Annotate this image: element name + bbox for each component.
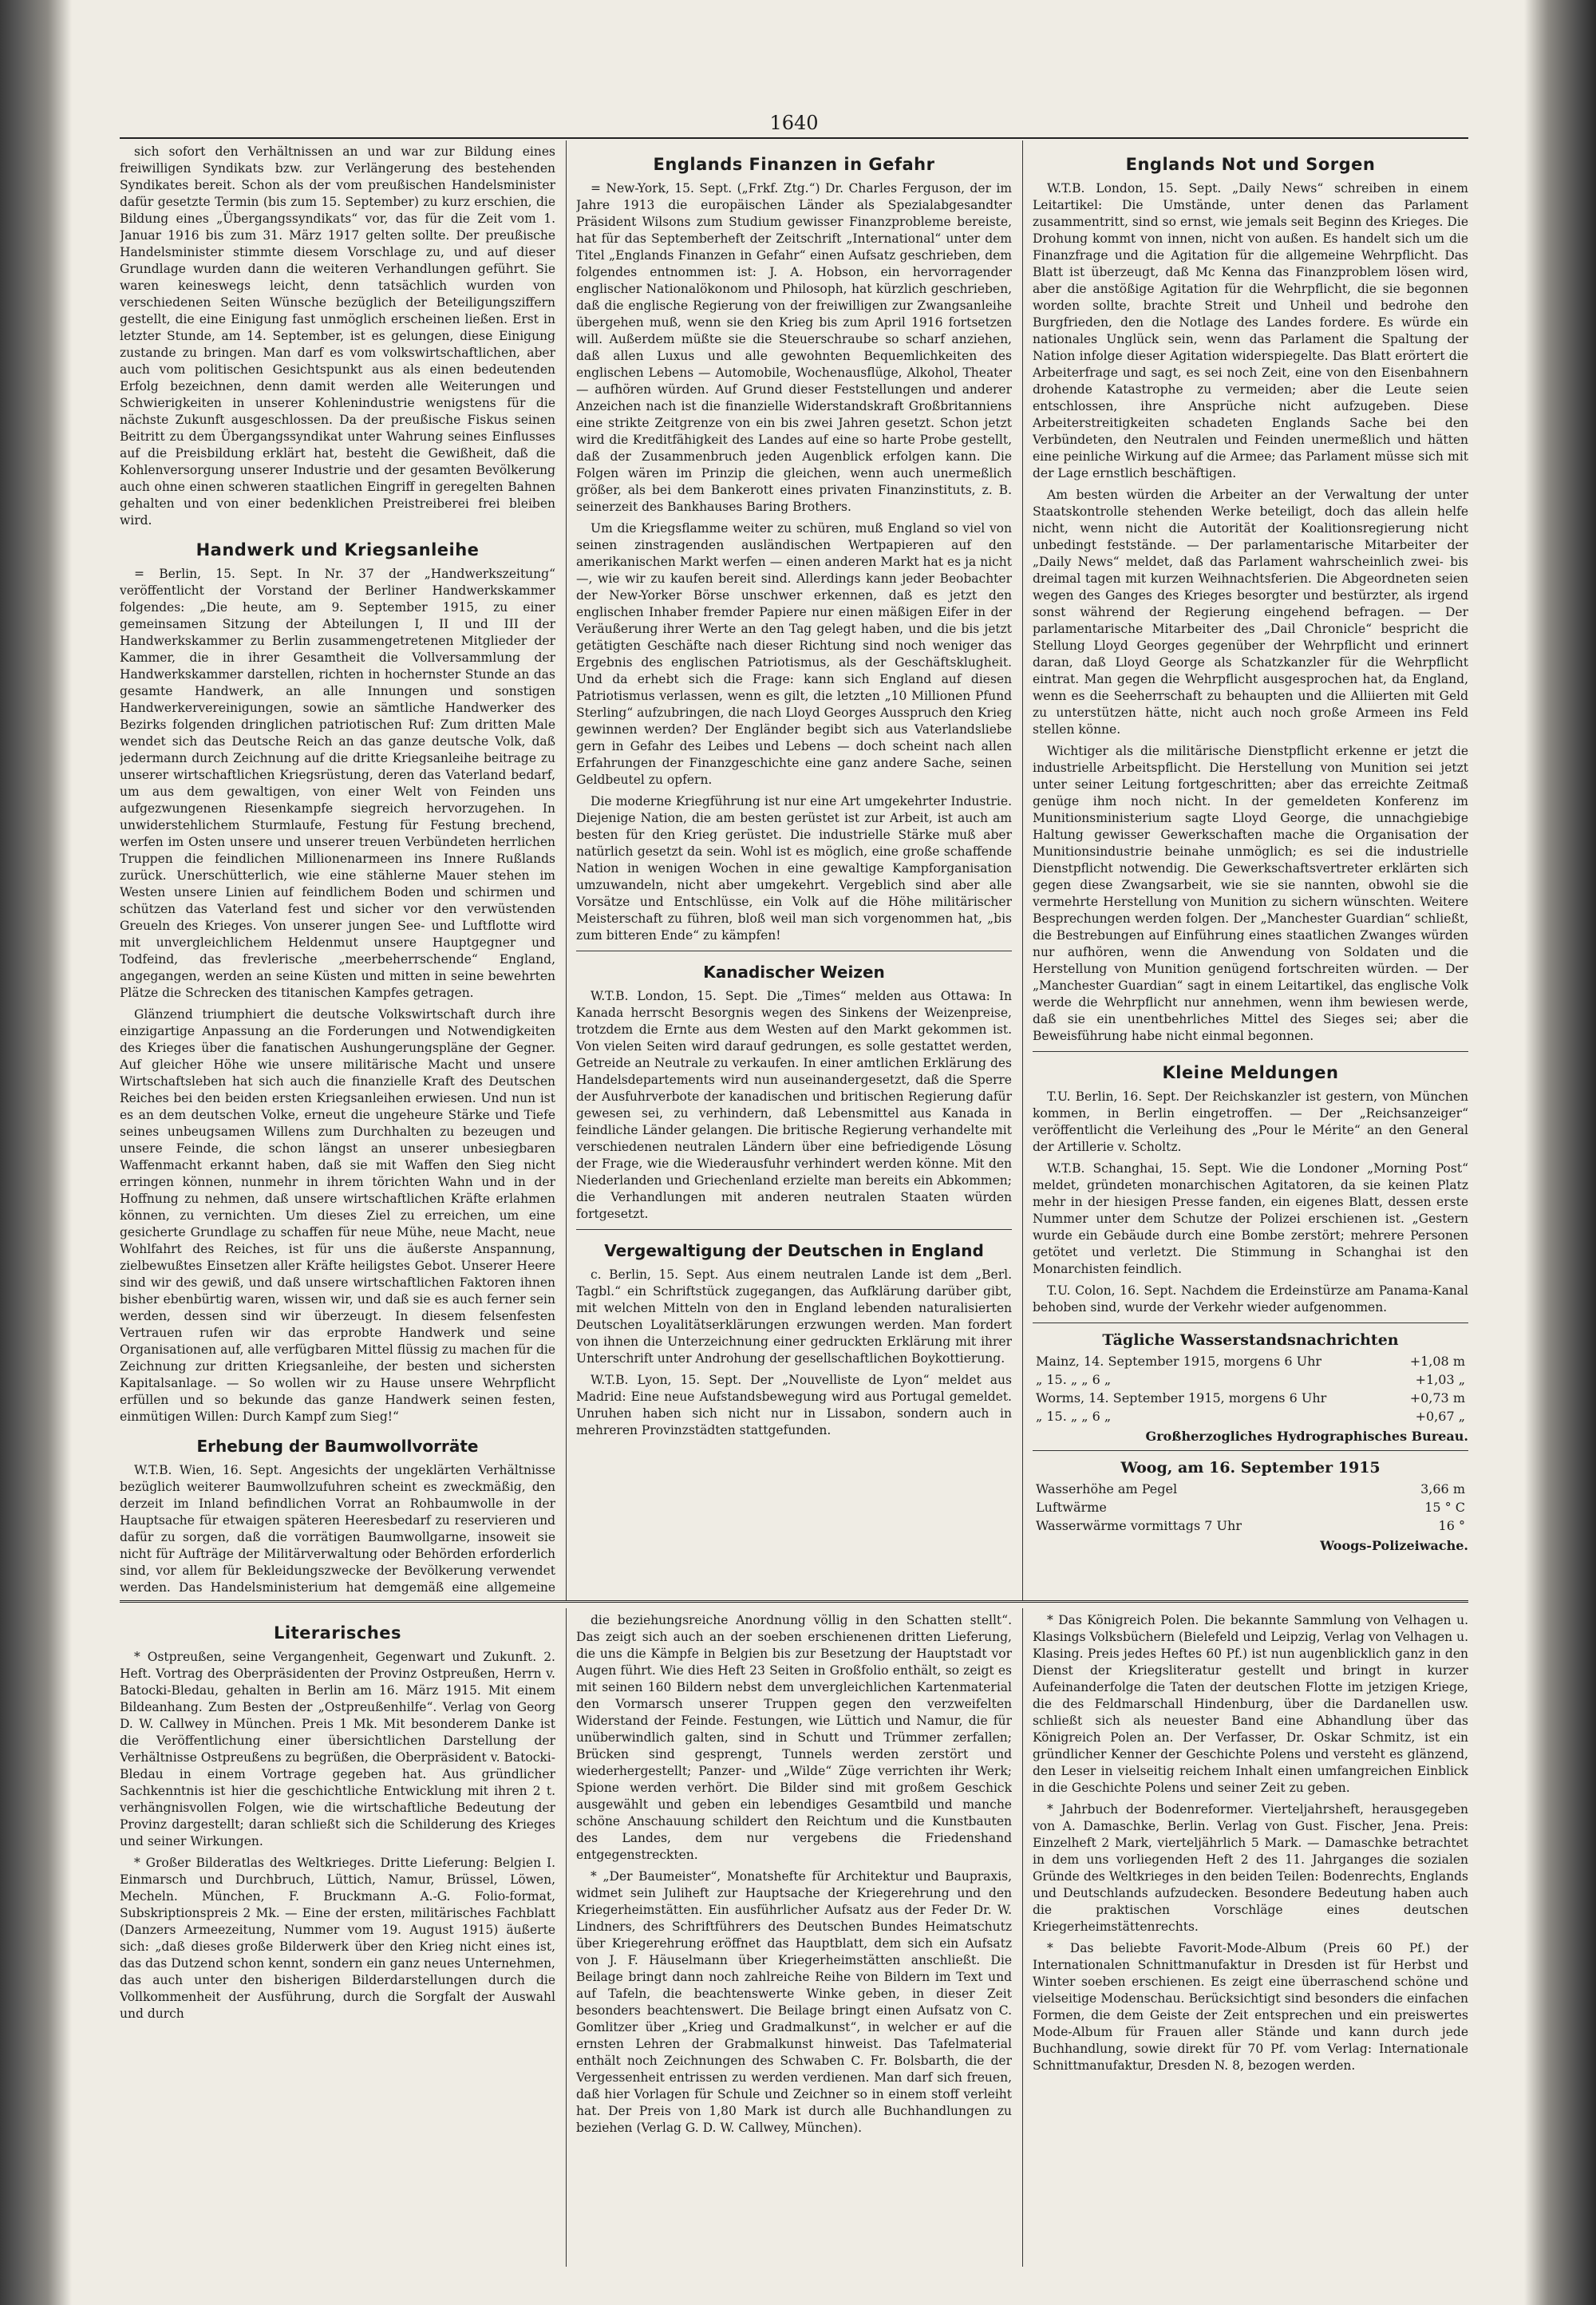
bottom-column-right bbox=[1033, 1612, 1468, 2267]
page-number: 1640 bbox=[769, 112, 819, 134]
article-text: Die moderne Kriegführung ist nur eine Art umgekehrter Industrie. Diejenige Nation, die am besten gerüstet ist zur Arbeit, ist auch am besten für den Krieg gerüstet. Die industrielle Stärke muß aber natürlich gesetzt da sein. Wohl ist es möglich, eine große schaffende Nation in wenigen Wochen in eine gewaltige Kampforganisation umzuwandeln, nicht aber umgekehrt. Vergeblich sind aber alle Vorsätze und Entschlüsse, ein Volk auf die Höhe militärischer Meisterschaft zu führen, bloß weil man sich vorgenommen hat, „bis zum bitteren Ende“ zu kämpfen! bbox=[576, 794, 1012, 943]
headline-finanzen: Englands Finanzen in Gefahr bbox=[653, 155, 935, 174]
header-rule bbox=[120, 137, 1468, 139]
article-text: W.T.B. Lyon, 15. Sept. Der „Nouvelliste de Lyon“ meldet aus Madrid: Eine neue Aufstandsbewegung wird aus Portugal gemeldet. Unruhen haben sich nicht nur in Lissabon, sondern auch in mehreren Provinzstädten stattgefunden. bbox=[576, 1373, 1012, 1437]
column-divider bbox=[1022, 140, 1023, 1601]
bottom-column-left bbox=[120, 1612, 555, 2267]
article-text: T.U. Colon, 16. Sept. Nachdem die Erdeinstürze am Panama-Kanal behoben sind, wurde der Verkehr wieder aufgenommen. bbox=[1033, 1283, 1468, 1315]
article-text: Am besten würden die Arbeiter an der Verwaltung der unter Staatskontrolle stehenden Werke beteiligt, doch das allein helfe nicht, wenn nicht die Autorität der Koalitionsregierung nicht unbedingt feststände. — Der parlamentarische Mitarbeiter der „Daily News“ meldet, daß das Parlament wahrscheinlich zwei- bis dreimal tagen mit kurzen Weihnachtsferien. Die Abgeordneten seien wegen des Ganges des Krieges besorgter und bestürzter, als irgend sonst während der Regierung eingehend befragen. — Der parlamentarische Mitarbeiter des „Dail Chronicle“ bespricht die Stellung Lloyd Georges gegenüber der Wehrpflicht und erinnert daran, daß Lloyd George als Schatzkanzler für die Wehrpflicht eintrat. Man gegen die Wehrpflicht ausgesprochen hat, da England, wenn es die Seeherrschaft zu behaupten und die Alliierten mit Geld zu unterstützen hätte, nicht auch noch große Armeen ins Feld stellen könne. bbox=[1033, 488, 1468, 737]
feuilleton-rule bbox=[120, 1600, 1468, 1603]
article-text: W.T.B. London, 15. Sept. Die „Times“ melden aus Ottawa: In Kanada herrscht Besorgnis wegen des Sinkens der Weizenpreise, trotzdem die Ernte aus dem Westen auf den Markt gekommen ist. Von vielen Seiten wird darauf gedrungen, es solle gestattet werden, Getreide an Neutrale zu verkaufen. In einer amtlichen Erklärung des Handelsdepartements wird nun auseinandergesetzt, daß die Sperre der Ausfuhrverbote der kanadischen und britischen Regierung dafür gewesen sei, zu verhindern, daß Lebensmittel aus Kanada in feindliche Länder gelangen. Die britische Regierung verhandelte mit verschiedenen neutralen Ländern über eine befriedigende Lösung der Frage, wie die Wiederausfuhr verhindert werden könne. Mit den Niederlanden und Griechenland erzielte man bereits ein Abkommen; die Verhandlungen mit anderen neutralen Staaten würden fortgesetzt. bbox=[576, 989, 1012, 1221]
article-text: die beziehungsreiche Anordnung völlig in den Schatten stellt“. Das zeigt sich auch an der soeben erschienenen dritten Lieferung, die uns die Kämpfe in Belgien bis zur Besetzung der Hauptstadt vor Augen führt. Wie dies Heft 23 Seiten in Großfolio enthält, so zeigt es mit seinen 160 Bildern nebst dem unvergleichlichen Kartenmaterial den Vormarsch unserer Truppen gegen den verzweifelten Widerstand der Feinde. Festungen, wie Lüttich und Namur, die für unüberwindlich galten, sind in Schutt und Trümmer zerfallen; Brücken sind gesprengt, Tunnels werden zerstört und wiederhergestellt; Panzer- und „Wilde“ Züge verrichten ihr Werk; Spione werden verhört. Die Bilder sind mit großem Geschick ausgewählt und geben ein lebendiges Gesamtbild und manche schöne Anschauung schildert den Reichtum und die Kunstbauten des Landes, dem nur vergebens die Friedenshand entgegenstreckten. bbox=[576, 1613, 1012, 1862]
table-row: Wasserwärme vormittags 7 Uhr 16 ° bbox=[1036, 1518, 1465, 1533]
article-text: Wichtiger als die militärische Dienstpflicht erkenne er jetzt die industrielle Arbeitspflicht. Die Herstellung von Munition sei jetzt unter seiner Leitung fortgeschritten; aber das erreichte Zeitmaß genüge ihm noch nicht. In der gemeldeten Konferenz im Munitionsministerium sagte Lloyd George, die unnachgiebige Haltung gewisser Gewerkschaften mache die Organisation der Munitionsindustrie beinahe unmöglich; es sei die industrielle Dienstpflicht notwendig. Die Gewerkschaftsvertreter erklärten sich gegen diese Zwangsarbeit, wie sie sie nannten, obwohl sie die vermehrte Herstellung von Munition zu sichern wünschten. Weitere Besprechungen werden folgen. Der „Manchester Guardian“ schließt, die Bestrebungen auf Einführung eines staatlichen Zwanges würden nur aufhören, wenn die Anwendung von Soldaten und die Herstellung von Munition genügend fortschreiten würden. — Der „Manchester Guardian“ sagt in einem Leitartikel, das englische Volk werde die Wehrpflicht nur annehmen, wenn ihm bewiesen werde, daß sie ein unentbehrliches Mittel des Sieges sei; aber die Beweisführung habe nicht einmal begonnen. bbox=[1033, 744, 1468, 1043]
woog-source: Woogs-Polizeiwache. bbox=[1320, 1538, 1468, 1553]
article-text: W.T.B. London, 15. Sept. „Daily News“ schreiben in einem Leitartikel: Die Umstände, unter denen das Parlament zusammentritt, sind so ernst, wie jemals seit Beginn des Krieges. Die Drohung kommt von innen, nicht von außen. Es handelt sich um die Finanzfrage und die Agitation für die allgemeine Wehrpflicht. Das Blatt ist überzeugt, daß Mc Kenna das Finanzproblem lösen wird, aber die anstößige Agitation für die Wehrpflicht, die sie begonnen worden sollte, brachte Streit und Unheil und bedrohe den Burgfrieden, den die Notlage des Landes fordere. Es würde ein nationales Unglück sein, wenn das Parlament die Spaltung der Nation infolge dieser Agitation widerspiegelte. Das Blatt erörtert die Arbeiterfrage und sagt, es sei noch Zeit, eine von den Eisenbahnern drohende Katastrophe zu vermeiden; aber die Leute seien entschlossen, ihre Ansprüche nicht aufzugeben. Diese Arbeiterstreitigkeiten schadeten Englands Sache bei den Verbündeten, den Neutralen und Feinden unermeßlich und hätten eine peinliche Wirkung auf die Armee; das Parlament müsse sich mit der Lage ernstlich beschäftigen. bbox=[1033, 181, 1468, 480]
headline-vergewaltigung: Vergewaltigung der Deutschen in England bbox=[604, 1241, 984, 1260]
table-row: Luftwärme 15 ° C bbox=[1036, 1500, 1465, 1515]
woog-title: Woog, am 16. September 1915 bbox=[1120, 1459, 1381, 1477]
water-level-title: Tägliche Wasserstandsnachrichten bbox=[1102, 1331, 1399, 1349]
article-text: * „Der Baumeister“, Monatshefte für Architektur und Baupraxis, widmet sein Juliheft zur Hauptsache der Kriegerehrung und den Kriegerheimstätten. Ein ausführlicher Aufsatz aus der Feder Dr. W. Lindners, des Schriftführers des Deutschen Bundes Heimatschutz über Kriegerehrung eröffnet das Hauptblatt, dem sich ein Aufsatz von J. F. Häuselmann über Kriegerheimstätten anschließt. Die Beilage bringt dann noch zahlreiche Reihe von Bildern im Text und auf Tafeln, die beachtenswerte Winke geben, in dieser Zeit besonders beachtenswert. Die Beilage bringt einen Aufsatz von C. Gomlitzer über „Krieg und Gradmalkunst“, in welcher er auf die ernsten Lehren der Grabmalkunst hinweist. Das Tafelmaterial enthält noch Zeichnungen des Schwaben C. Fr. Bolsbarth, die der Vergessenheit entrissen zu werden verdienen. Man darf sich freuen, daß hier Vorlagen für Schule und Zeichner so in einem stoff verleiht hat. Der Preis von 1,80 Mark ist durch alle Buchhandlungen zu beziehen (Verlag G. D. W. Callwey, München). bbox=[576, 1869, 1012, 2135]
binding-shadow-right bbox=[1524, 0, 1596, 2305]
binding-shadow-left bbox=[0, 0, 72, 2305]
table-row: Worms, 14. September 1915, morgens 6 Uhr +0,73 m bbox=[1036, 1390, 1465, 1406]
woog-table bbox=[1033, 1480, 1468, 1535]
article-text: sich sofort den Verhältnissen an und war zur Bildung eines freiwilligen Syndikats bzw. zur Verlängerung des bestehenden Syndikates bereit. Schon als der vom preußischen Handelsminister dafür gesetzte Termin (bis zum 15. September) zu kurz erschien, die Bildung eines „Übergangssyndikats“ vor, das für die Zeit vom 1. Januar 1916 bis zum 31. März 1917 gelten sollte. Der preußische Handelsminister stimmte diesem Vorschlage zu, und auf dieser Grundlage wurden dann die weiteren Verhandlungen geführt. Sie waren keineswegs leicht, denn tatsächlich wurden von verschiedenen Seiten Wünsche bezüglich der Beteiligungsziffern gestellt, die eine Einigung fast unmöglich erscheinen ließen. Erst in letzter Stunde, am 14. September, ist es gelungen, diese Einigung zustande zu bringen. Man darf es vom volkswirtschaftlichen, aber auch vom politischen Gesichtspunkt aus als einen bedeutenden Erfolg bezeichnen, denn damit werden alle Weiterungen und Schwierigkeiten in unserer Kohlenindustrie wenigstens für die nächste Zukunft ausgeschlossen. Da der preußische Fiskus seinen Beitritt zu dem Übergangssyndikat unter Wahrung seines Einflusses auf die Preisbildung erklärt hat, besteht die Gewißheit, daß die Kohlenversorgung unserer Industrie und der gesamten Bevölkerung auch ohne einen schweren staatlichen Eingriff in geregelten Bahnen gehalten und von einer bedenklichen Preistreiberei frei bleiben wird. bbox=[120, 144, 555, 528]
article-text: * Das Königreich Polen. Die bekannte Sammlung von Velhagen u. Klasings Volksbüchern (Bielefeld und Leipzig, Verlag von Velhagen u. Klasing. Preis jedes Heftes 60 Pf.) ist nun augenblicklich ganz in den Dienst der Kriegsliteratur gestellt und bringt in kurzer Aufeinanderfolge die Taten der deutschen Flotte im jetzigen Kriege, die des Feldmarschall Hindenburg, über die Dardanellen usw. schließt sich als neuester Band eine Abhandlung über das Königreich Polen an. Der Verfasser, Dr. Oskar Schmitz, ist ein gründlicher Kenner der Geschichte Polens und versteht es glänzend, den Leser in vielseitig reichem Inhalt einen umfangreichen Einblick in die Geschichte Polens und seiner Zeit zu geben. bbox=[1033, 1613, 1468, 1795]
column-left bbox=[120, 144, 555, 1596]
table-row: Wasserhöhe am Pegel 3,66 m bbox=[1036, 1481, 1465, 1496]
column-right bbox=[1033, 144, 1468, 1596]
column-divider bbox=[1022, 1608, 1023, 2267]
article-text: * Ostpreußen, seine Vergangenheit, Gegenwart und Zukunft. 2. Heft. Vortrag des Oberpräsidenten der Provinz Ostpreußen, Herrn v. Batocki-Bledau, gehalten in Berlin am 16. März 1915. Mit einem Bildeanhang. Zum Besten der „Ostpreußenhilfe“. Verlag von Georg D. W. Callwey in München. Preis 1 Mk. Mit besonderem Danke ist die Veröffentlichung einer übersichtlichen Darstellung der Verhältnisse Ostpreußens zu begrüßen, die Oberpräsident v. Batocki-Bledau in einem Vortrage gegeben hat. Aus gründlicher Sachkenntnis ist hier die geschichtliche Entwicklung mit ihren 2 t. verhängnisvollen Folgen, wie die wirtschaftliche Bedeutung der Provinz dargestellt; daran schließt sich die Schilderung des Krieges und seiner Wirkungen. bbox=[120, 1650, 555, 1848]
headline-not: Englands Not und Sorgen bbox=[1125, 155, 1376, 174]
table-row: Mainz, 14. September 1915, morgens 6 Uhr +1,08 m bbox=[1036, 1354, 1465, 1369]
article-text: Um die Kriegsflamme weiter zu schüren, muß England so viel von seinen zinstragenden ausländischen Wertpapieren auf den amerikanischen Markt werfen — einen anderen Markt hat es ja nicht —, wie wir zu kaufen bereit sind. Allerdings kann jeder Beobachter der New-Yorker Börse unschwer erkennen, daß es jetzt den englischen Inhaber fremder Papiere nur einen mäßigen Eifer in der Veräußerung ihrer Werte an den Tag gelegt haben, und die bis jetzt getätigten Geschäfte nach dieser Richtung sind noch weniger das Ergebnis des englischen Patriotismus, als der Geschäftsklugheit. Und da erhebt sich die Frage: kann sich England auf diesen Patriotismus verlassen, wenn es gilt, die letzten „10 Millionen Pfund Sterling“ aufzubringen, die nach Lloyd Georges Ausspruch den Krieg gewinnen werden? Der Engländer begibt sich aus Vaterlandsliebe gern in Gefahr des Leibes und Lebens — doch scheint nach allen Erfahrungen der Finanzgeschichte eine ganz andere Sache, seinen Geldbeutel zu opfern. bbox=[576, 521, 1012, 787]
table-row: „ 15. „ „ 6 „ +1,03 „ bbox=[1036, 1372, 1465, 1387]
article-text: Glänzend triumphiert die deutsche Volkswirtschaft durch ihre einzigartige Anpassung an die Forderungen und Notwendigkeiten des Krieges über die fanatischen Aushungerungspläne der Gegner. Auf gleicher Höhe wie unsere militärische Macht und unsere Wirtschaftsleben hat sich auch die finanzielle Kraft des Deutschen Reiches bei den beiden ersten Kriegsanleihen erwiesen. Und nun ist es an dem deutschen Volke, erneut die ungeheure Stärke und Tiefe seines unbeugsamen Willens zum Durchhalten zu bezeugen und unsere Feinde, die schon längst an unserer unbesiegbaren Waffenmacht erkannt haben, daß sie mit Waffen den Sieg nicht erringen können, nunmehr in ihrem törichten Wahn und in der Hoffnung zu nehmen, daß unsere wirtschaftlichen Kräfte erlahmen können, zu vernichten. Um dieses Ziel zu erreichen, um eine gesicherte Grundlage zu schaffen für neue Mühe, neue Macht, neue Wohlfahrt des Reiches, ist für uns die äußerste Anspannung, zielbewußtes Einsetzen aller Kräfte heiligstes Gebot. Unserer Heere sind wir des gewiß, und daß unsere wirtschaftlichen Faktoren ihnen bisher ebenbürtig waren, wissen wir, und daß sie es auch ferner sein werden, dessen sind wir überzeugt. In diesem felsenfesten Vertrauen rufen wir das erprobte Handwerk und seine Organisationen auf, alle verfügbaren Mittel flüssig zu machen für die Zeichnung zur dritten Kriegsanleihe, der besten und sichersten Kapitalsanlage. — So wollen wir zu Hause unsere Wehrpflicht erfüllen und so bekunde das ganze Handwerk seinen festen, einmütigen Willen: Durch Kampf zum Sieg!“ bbox=[120, 1007, 555, 1424]
article-text: * Großer Bilderatlas des Weltkrieges. Dritte Lieferung: Belgien I. Einmarsch und Durchbruch, Lüttich, Namur, Brüssel, Löwen, Mecheln. München, F. Bruckmann A.-G. Folio-format, Subskriptionspreis 2 Mk. — Eine der ersten, militärisches Fachblatt (Danzers Armeezeitung, Nummer vom 19. August 1915) äußerte sich: „daß dieses große Bilderwerk über den Krieg nicht eines ist, das das Dutzend schon kennt, sondern ein ganz neues Unternehmen, das auch unter den bisherigen Bilderdarstellungen durch die Vollkommenheit der Ausführung, durch die Sorgfalt der Auswahl und durch bbox=[120, 1856, 555, 2021]
article-text: * Das beliebte Favorit-Mode-Album (Preis 60 Pf.) der Internationalen Schnittmanufaktur in Dresden ist für Herbst und Winter soeben erschienen. Es zeigt eine überraschend schöne und vielseitige Modenschau. Berücksichtigt sind besonders die einfachen Formen, die dem Geiste der Zeit entsprechen und ein preiswertes Mode-Album für Frauen aller Stände und kann durch jede Buchhandlung, sowie direkt für 70 Pf. vom Verlag: Internationale Schnittmanufaktur, Dresden N. 8, bezogen werden. bbox=[1033, 1941, 1468, 2073]
article-text: = Berlin, 15. Sept. In Nr. 37 der „Handwerkszeitung“ veröffentlicht der Vorstand der Berliner Handwerkskammer folgendes: „Die heute, am 9. September 1915, zu einer gemeinsamen Sitzung der Abteilungen I, II und III der Handwerkskammer zu Berlin zusammengetretenen Mitglieder der Kammer, die in ihrer Gesamtheit die Vollversammlung der Handwerkskammer darstellen, richten in hochernster Stunde an das gesamte Handwerk, an alle Innungen und sonstigen Handwerkervereinigungen, sowie an sämtliche Handwerker des Bezirks folgenden dringlichen patriotischen Ruf: Zum dritten Male wendet sich das Deutsche Reich an das ganze deutsche Volk, daß jedermann durch Zeichnung auf die dritte Kriegsanleihe beitrage zu unserer wirtschaftlichen Kriegsrüstung, deren das Vaterland bedarf, um aus dem gewaltigen, von einer Welt von Feinden uns aufgezwungenen Riesenkampfe siegreich hervorzugehen. In unwiderstehlichem Sturmlaufe, Festung für Festung brechend, werfen im Osten unsere und unserer treuen Verbündeten herrlichen Truppen die feindlichen Millionenarmeen ins Innere Rußlands zurück. Unerschütterlich, wie eine stählerne Mauer stehen im Westen unsere Linien auf feindlichem Boden und schirmen und schützen das Vaterland fest und sicher vor den verwüstenden Greueln des Krieges. Von unserer jungen See- und Luftflotte wird mit unvergleichlichem Heldenmut unsere Hauptgegner und Todfeind, das frevlerische „meerbeherrschende“ England, angegangen, werden an seine Küsten und mitten in seine bewehrten Plätze die Schrecken des titanischen Kampfes getragen. bbox=[120, 567, 555, 1000]
water-level-table bbox=[1033, 1352, 1468, 1425]
headline-literarisches: Literarisches bbox=[273, 1623, 402, 1643]
section-rule bbox=[576, 1229, 1012, 1230]
article-text: c. Berlin, 15. Sept. Aus einem neutralen Lande ist dem „Berl. Tagbl.“ ein Schriftstück zugegangen, das Aufklärung darüber gibt, mit welchen Mitteln von den in England lebenden naturalisierten Deutschen Loyalitätserklärungen erzwungen werden. Man fordert von ihnen die Unterzeichnung einer gedruckten Erklärung mit ihrer Unterschrift unter Androhung der gesellschaftlichen Boykottierung. bbox=[576, 1267, 1012, 1366]
bottom-column-middle bbox=[576, 1612, 1012, 2267]
table-row: „ 15. „ „ 6 „ +0,67 „ bbox=[1036, 1409, 1465, 1424]
water-level-source: Großherzogliches Hydrographisches Bureau. bbox=[1145, 1429, 1468, 1444]
article-text: * Jahrbuch der Bodenreformer. Vierteljahrsheft, herausgegeben von A. Damaschke, Berlin. Verlag von Gust. Fischer, Jena. Preis: Einzelheft 2 Mark, vierteljährlich 5 Mark. — Damaschke betrachtet in dem uns vorliegenden Heft 2 des 11. Jahrganges die sozialen Gründe des Weltkrieges in den beiden Teilen: Bodenrechts, Englands und Deutschlands aufzudecken. Besondere Bedeutung haben auch die praktischen Vorschläge eines deutschen Kriegerheimstättenrechts. bbox=[1033, 1802, 1468, 1934]
section-rule bbox=[1033, 1450, 1468, 1451]
headline-weizen: Kanadischer Weizen bbox=[703, 963, 885, 982]
article-text: = New-York, 15. Sept. („Frkf. Ztg.“) Dr. Charles Ferguson, der im Jahre 1913 die europäischen Länder als Spezialabgesandter Präsident Wilsons zum Studium gewisser Finanzprobleme bereiste, hat für das Septemberheft der Zeitschrift „International“ unter dem Titel „Englands Finanzen in Gefahr“ einen Aufsatz geschrieben, dem folgendes entnommen ist: J. A. Hobson, ein hervorragender englischer Nationalökonom und Philosoph, hat kürzlich geschrieben, daß die englische Regierung von der freiwilligen zur Zwangsanleihe übergehen muß, wenn sie den Krieg bis zum April 1916 fortsetzen will. Außerdem müßte sie die Steuerschraube so scharf anziehen, daß allen Luxus und alle gewohnten Bequemlichkeiten des englischen Lebens — Automobile, Wochenausflüge, Alkohol, Theater — aufhören würden. Auf Grund dieser Feststellungen und anderer Anzeichen nach ist die finanzielle Widerstandskraft Großbritanniens eine strikte Zeitgrenze von ein bis zwei Jahren gesetzt. Schon jetzt wird die Kreditfähigkeit des Landes auf eine so harte Probe gestellt, daß der Zusammenbruch jeden Augenblick erfolgen kann. Die Folgen wären im Prinzip die gleichen, wenn auch unermeßlich größer, als bei dem Bankerott eines privaten Finanzinstituts, z. B. seinerzeit des Bankhauses Baring Brothers. bbox=[576, 181, 1012, 514]
article-text: T.U. Berlin, 16. Sept. Der Reichskanzler ist gestern, von München kommen, in Berlin eingetroffen. — Der „Reichsanzeiger“ veröffentlicht die Verleihung des „Pour le Mérite“ an den General der Artillerie v. Scholtz. bbox=[1033, 1089, 1468, 1154]
headline-handwerk: Handwerk und Kriegsanleihe bbox=[196, 540, 480, 559]
headline-baumwolle: Erhebung der Baumwollvorräte bbox=[196, 1437, 479, 1456]
column-divider bbox=[566, 1608, 567, 2267]
column-divider bbox=[566, 140, 567, 1601]
article-text: W.T.B. Wien, 16. Sept. Angesichts der ungeklärten Verhältnisse bezüglich weiterer Baumwollzufuhren scheint es zweckmäßig, den derzeit im Inland befindlichen Vorrat an Rohbaumwolle in der Hauptsache für etwaigen späteren Heeresbedarf zu reservieren und dafür zu sorgen, daß die vorrätigen Baumwollgarne, insoweit sie nicht für Aufträge der Militärverwaltung oder Behörden erforderlich sind, vor allem für Bekleidungszwecke der Bevölkerung verwendet werden. Das Handelsministerium hat demgemäß eine allgemeine bbox=[120, 1463, 555, 1595]
article-text: W.T.B. Schanghai, 15. Sept. Wie die Londoner „Morning Post“ meldet, gründeten monarchischen Agitatoren, da sie keinen Platz mehr in der hiesigen Presse fanden, ein eigenes Blatt, dessen erste Nummer unter dem Schutze der Polizei erschienen ist. „Gestern wurde ein Gebäude durch eine Bombe zerstört; mehrere Personen getötet und verletzt. Die Stimmung in Schanghai ist den Monarchisten feindlich. bbox=[1033, 1161, 1468, 1276]
column-middle bbox=[576, 144, 1012, 1596]
section-rule bbox=[1033, 1051, 1468, 1052]
newspaper-page bbox=[120, 96, 1468, 2267]
headline-kleine-meldungen: Kleine Meldungen bbox=[1162, 1063, 1339, 1082]
